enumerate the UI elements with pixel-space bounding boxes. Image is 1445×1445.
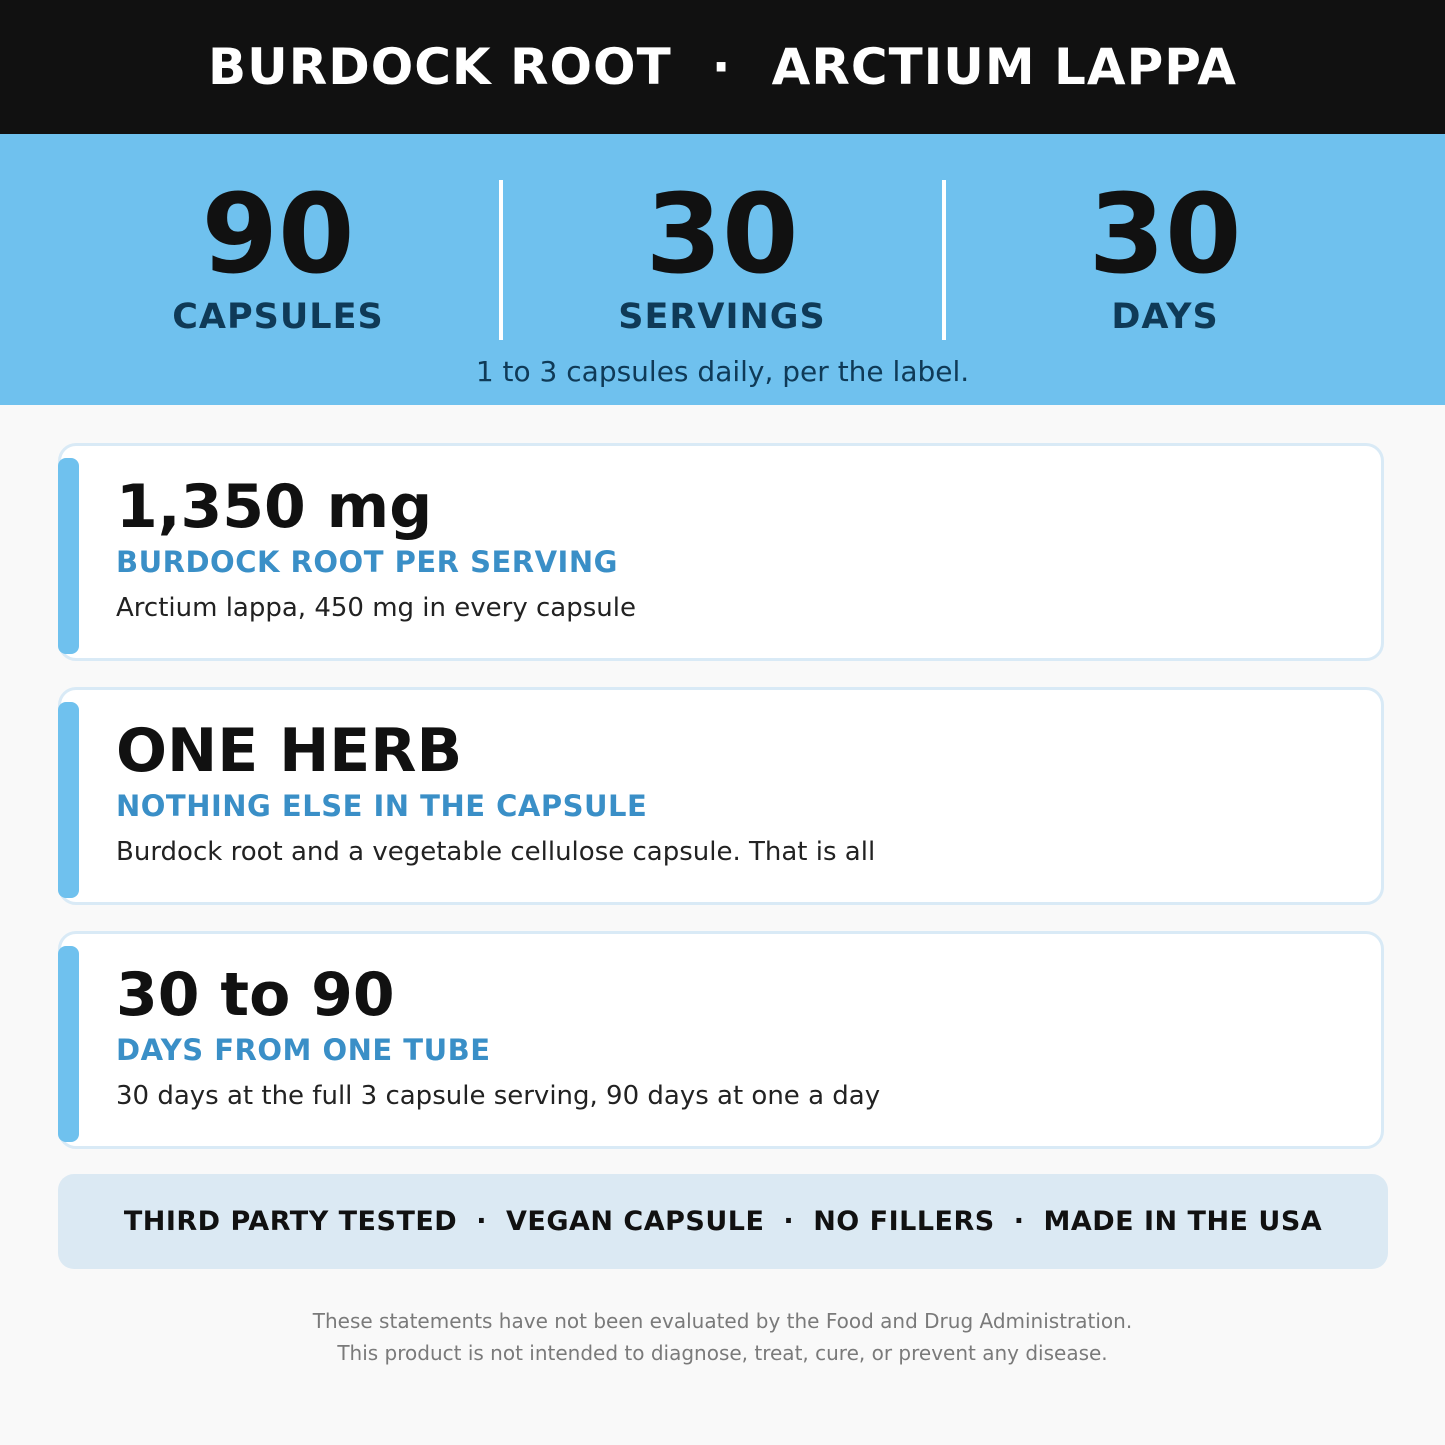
card-subhead: DAYS FROM ONE TUBE <box>116 1033 491 1067</box>
badge-vegan-capsule: VEGAN CAPSULE <box>506 1206 765 1237</box>
badge-separator: · <box>476 1206 487 1237</box>
card-headline: ONE HERB <box>116 716 463 786</box>
card-headline: 30 to 90 <box>116 960 395 1030</box>
header-separator: · <box>711 38 732 96</box>
card-subhead: NOTHING ELSE IN THE CAPSULE <box>116 789 648 823</box>
trust-badges-bar <box>58 1174 1388 1269</box>
badge-made-in-usa: MADE IN THE USA <box>1043 1206 1323 1237</box>
stat-label: DAYS <box>1111 297 1219 337</box>
card-description: Arctium lappa, 450 mg in every capsule <box>116 593 636 623</box>
stats-panel <box>0 134 1445 405</box>
dosage-note: 1 to 3 capsules daily, per the label. <box>475 355 970 388</box>
stat-value: 30 <box>1088 170 1242 298</box>
card-accent-bar <box>58 702 79 898</box>
stat-value: 30 <box>645 170 799 298</box>
card-subhead: BURDOCK ROOT PER SERVING <box>116 545 618 579</box>
feature-card-purity <box>58 687 1384 905</box>
latin-name: ARCTIUM LAPPA <box>771 38 1237 96</box>
card-headline: 1,350 mg <box>116 472 433 542</box>
stat-value: 90 <box>201 170 355 298</box>
badge-third-party-tested: THIRD PARTY TESTED <box>123 1206 458 1237</box>
card-description: 30 days at the full 3 capsule serving, 90 days at one a day <box>116 1081 881 1111</box>
header-banner <box>0 0 1445 134</box>
badge-separator: · <box>1013 1206 1025 1237</box>
badge-separator: · <box>783 1206 795 1237</box>
feature-card-duration <box>58 931 1384 1149</box>
card-accent-bar <box>58 946 79 1142</box>
fda-disclaimer <box>0 1305 1445 1369</box>
card-description: Burdock root and a vegetable cellulose capsule. That is all <box>116 837 876 867</box>
badge-no-fillers: NO FILLERS <box>813 1206 995 1237</box>
disclaimer-line: These statements have not been evaluated by the Food and Drug Administration. <box>312 1309 1133 1333</box>
stat-label: SERVINGS <box>618 297 826 337</box>
disclaimer-line: This product is not intended to diagnose, treat, cure, or prevent any disease. <box>337 1341 1108 1365</box>
feature-card-dosage <box>58 443 1384 661</box>
product-name: BURDOCK ROOT <box>207 38 672 96</box>
card-accent-bar <box>58 458 79 654</box>
stat-label: CAPSULES <box>172 297 384 337</box>
